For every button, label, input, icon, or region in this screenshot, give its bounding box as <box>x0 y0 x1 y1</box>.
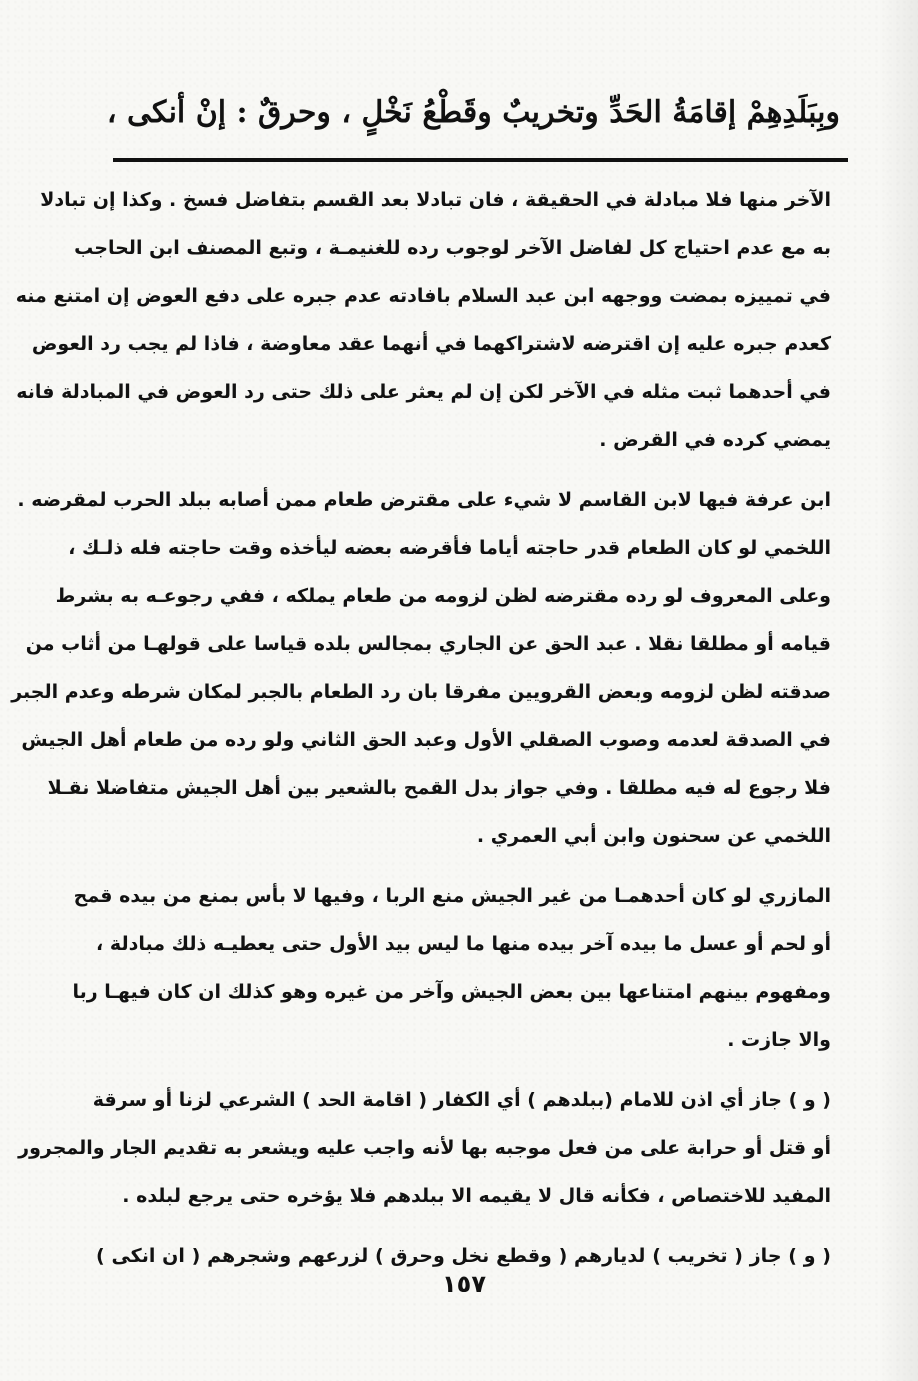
page-header-verse: وبِبَلَدِهِمْ إقامَةُ الحَدِّ وتخريبٌ وقَطْعُ نَخْلٍ ، وحرقٌ : إنْ أنكى ، <box>106 95 840 130</box>
text-line: أو لحم أو عسل ما بيده آخر بيده منها ما ليس بيد الأول حتى يعطيـه ذلك مبادلة ، <box>96 933 831 955</box>
text-line: اللخمي عن سحنون وابن أبي العمري . <box>476 825 831 847</box>
text-line: ابن عرفة فيها لابن القاسم لا شيء على مقترض طعام ممن أصابه ببلد الحرب لمقرضه . <box>17 489 831 511</box>
text-line: وعلى المعروف لو رده مقترضه لظن لزومه من طعام يملكه ، ففي رجوعـه به بشرط <box>55 585 831 607</box>
page-edge-shadow <box>878 0 918 1381</box>
paragraph <box>11 476 831 860</box>
paragraph-gap <box>96 1220 831 1232</box>
paragraph-gap <box>96 860 831 872</box>
paragraph <box>18 1076 831 1220</box>
text-line: فلا رجوع له فيه مطلقا . وفي جواز بدل القمح بالشعير بين أهل الجيش متفاضلا نقـلا <box>47 777 831 799</box>
text-line: في تمييزه بمضت ووجهه ابن عبد السلام بافادته عدم جبره على دفع العوض إن امتنع منه <box>15 285 831 307</box>
text-line: أو قتل أو حرابة على من فعل موجبه بها لأنه واجب عليه ويشعر به تقديم الجار والمجرور <box>18 1137 831 1159</box>
text-line: في أحدهما ثبت مثله في الآخر لكن إن لم يعثر على ذلك حتى رد العوض في المبادلة فانه <box>16 381 831 403</box>
text-line: المازري لو كان أحدهمـا من غير الجيش منع الربا ، وفيها لا بأس بمنع من بيده قمح <box>73 885 831 907</box>
text-line: الآخر منها فلا مبادلة في الحقيقة ، فان تبادلا بعد القسم بتفاضل فسخ . وكذا إن تبادلا <box>40 189 831 211</box>
text-line: به مع عدم احتياج كل لفاضل الآخر لوجوب رده للغنيمـة ، وتبع المصنف ابن الحاجب <box>74 237 831 259</box>
text-line: في الصدقة لعدمه وصوب الصقلي الأول وعبد الحق الثاني ولو رده من طعام أهل الجيش <box>21 729 831 751</box>
text-line: ( و ) جاز أي اذن للامام (ببلدهم ) أي الكفار ( اقامة الحد ) الشرعي لزنا أو سرقة <box>92 1089 831 1111</box>
paragraph <box>72 872 831 1064</box>
paragraph <box>15 176 831 464</box>
text-line: اللخمي لو كان الطعام قدر حاجته أياما فأقرضه بعضه ليأخذه وقت حاجته فله ذلـك ، <box>68 537 831 559</box>
text-line: المفيد للاختصاص ، فكأنه قال لا يقيمه الا ببلدهم فلا يؤخره حتى يرجع لبلده . <box>122 1185 831 1207</box>
paragraph-gap <box>96 1064 831 1076</box>
text-line: ( و ) جاز ( تخريب ) لديارهم ( وقطع نخل وحرق ) لزرعهم وشجرهم ( ان انكى ) <box>96 1245 831 1267</box>
text-line: والا جازت . <box>727 1029 831 1051</box>
text-line: قيامه أو مطلقا نقلا . عبد الحق عن الجاري بمجالس بلده قياسا على قولهـا من أثاب من <box>25 633 831 655</box>
header-rule <box>113 158 848 162</box>
paragraph-gap <box>96 464 831 476</box>
page-body <box>11 176 831 1280</box>
text-line: يمضي كرده في القرض . <box>599 429 831 451</box>
text-line: كعدم جبره عليه إن اقترضه لاشتراكهما في أنهما عقد معاوضة ، فاذا لم يجب رد العوض <box>31 333 831 355</box>
page-number: ١٥٧ <box>442 1270 486 1298</box>
text-line: ومفهوم بينهم امتناعها بين بعض الجيش وآخر من غيره وهو كذلك ان كان فيهـا ربا <box>72 981 831 1003</box>
text-line: صدقته لظن لزومه وبعض القرويين مفرقا بان رد الطعام بالجبر لمكان شرطه وعدم الجبر <box>11 681 831 703</box>
